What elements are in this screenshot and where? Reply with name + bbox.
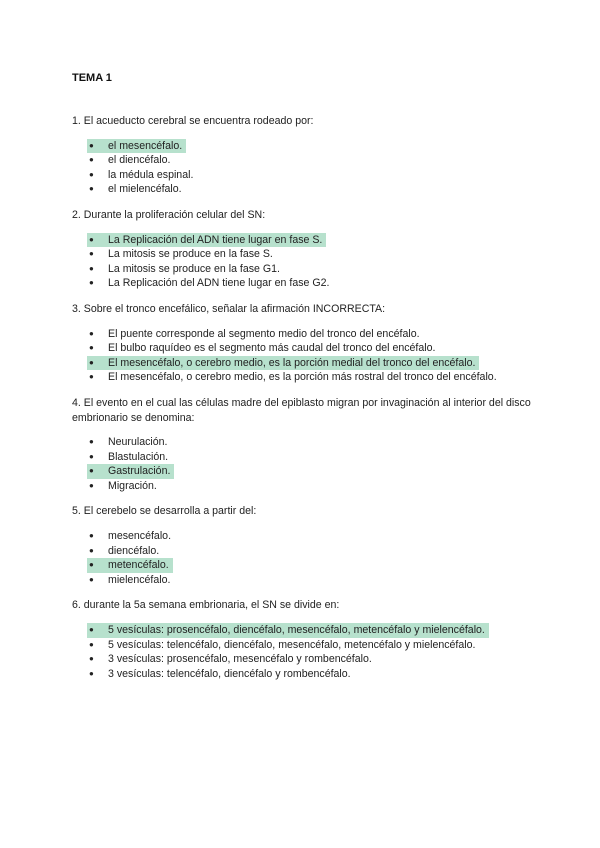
bullet-icon: ● [89,328,94,338]
question-block-4 [72,396,532,494]
bullet-icon: ● [89,140,94,150]
answer-option [72,529,532,544]
question-block-6 [72,598,532,681]
answer-text: Gastrulación. [108,465,171,478]
question-text: 1. El acueducto cerebral se encuentra rodeado por: [72,115,314,127]
bullet-icon: ● [89,169,94,179]
answer-text: Migración. [108,479,157,492]
answer-options [72,435,532,493]
bullet-icon: ● [89,466,94,476]
answer-text: La mitosis se produce en la fase G1. [108,262,280,275]
bullet-icon: ● [89,437,94,447]
question-text: 3. Sobre el tronco encefálico, señalar la afirmación INCORRECTA: [72,302,386,315]
answer-option-correct [87,233,326,248]
answer-options [72,529,532,587]
answer-options [72,327,532,385]
bullet-icon: ● [89,184,94,194]
answer-text: metencéfalo. [108,559,169,572]
answer-text: el mesencéfalo. [108,139,183,152]
answer-option [72,573,532,588]
question-block-5 [72,504,532,587]
bullet-icon: ● [89,372,94,382]
answer-option [72,262,532,277]
page-title: TEMA 1 [72,72,112,84]
answer-text: Neurulación. [108,436,168,449]
answer-option [72,153,532,168]
answer-text: La Replicación del ADN tiene lugar en fase S. [108,233,323,246]
bullet-icon: ● [89,668,94,678]
answer-option-correct [87,464,174,479]
answer-text: La mitosis se produce en la fase S. [108,248,273,261]
answer-text: El puente corresponde al segmento medio del tronco del encéfalo. [108,327,420,340]
bullet-icon: ● [89,560,94,570]
answer-option [72,247,532,262]
answer-text: El mesencéfalo, o cerebro medio, es la porción medial del tronco del encéfalo. [108,356,476,369]
question-text: 6. durante la 5a semana embrionaria, el SN se divide en: [72,599,340,612]
answer-option [72,479,532,494]
answer-option [72,638,532,653]
answer-options [72,139,532,197]
answer-option [72,370,532,385]
answer-option-correct [87,139,186,154]
answer-option [72,652,532,667]
answer-text: mesencéfalo. [108,530,172,543]
answer-text: el mielencéfalo. [108,183,182,196]
answer-text: El mesencéfalo, o cerebro medio, es la porción más rostral del tronco del encéfalo. [108,371,497,384]
answer-options [72,233,532,291]
answer-text: 5 vesículas: prosencéfalo, diencéfalo, mesencéfalo, metencéfalo y mielencéfalo. [108,624,485,637]
answer-option [72,327,532,342]
answer-text: mielencéfalo. [108,573,171,586]
answer-text: Blastulación. [108,450,169,463]
answer-option [72,276,532,291]
question-block-2 [72,208,532,291]
bullet-icon: ● [89,625,94,635]
answer-option [72,168,532,183]
question-text: 5. El cerebelo se desarrolla a partir del: [72,505,257,518]
answer-option-correct [87,558,173,573]
bullet-icon: ● [89,654,94,664]
bullet-icon: ● [89,278,94,288]
answer-text: 3 vesículas: telencéfalo, diencéfalo y rombencéfalo. [108,667,351,680]
answer-option [72,182,532,197]
bullet-icon: ● [89,480,94,490]
answer-option-correct [87,623,489,638]
question-block-1 [72,114,532,197]
answer-option [72,435,532,450]
answer-text: 5 vesículas: telencéfalo, diencéfalo, mesencéfalo, metencéfalo y mielencéfalo. [108,638,476,651]
answer-option [72,450,532,465]
question-block-3 [72,302,532,385]
bullet-icon: ● [89,531,94,541]
bullet-icon: ● [89,249,94,259]
answer-option [72,544,532,559]
question-text: 2. Durante la proliferación celular del SN: [72,208,266,221]
answer-option-correct [87,356,479,371]
bullet-icon: ● [89,574,94,584]
answer-options [72,623,532,681]
question-list [72,114,532,692]
bullet-icon: ● [89,343,94,353]
answer-text: La Replicación del ADN tiene lugar en fase G2. [108,277,330,290]
bullet-icon: ● [89,357,94,367]
answer-option [72,341,532,356]
bullet-icon: ● [89,155,94,165]
bullet-icon: ● [89,545,94,555]
answer-text: el diencéfalo. [108,154,171,167]
bullet-icon: ● [89,263,94,273]
bullet-icon: ● [89,234,94,244]
question-text: 4. El evento en el cual las células madre del epiblasto migran por invaginación al interior del disco embrionario se denomina: [72,396,531,424]
bullet-icon: ● [89,639,94,649]
answer-text: diencéfalo. [108,544,160,557]
bullet-icon: ● [89,451,94,461]
answer-text: 3 vesículas: prosencéfalo, mesencéfalo y rombencéfalo. [108,653,372,666]
answer-text: El bulbo raquídeo es el segmento más caudal del tronco del encéfalo. [108,342,436,355]
answer-option [72,667,532,682]
answer-text: la médula espinal. [108,168,194,181]
